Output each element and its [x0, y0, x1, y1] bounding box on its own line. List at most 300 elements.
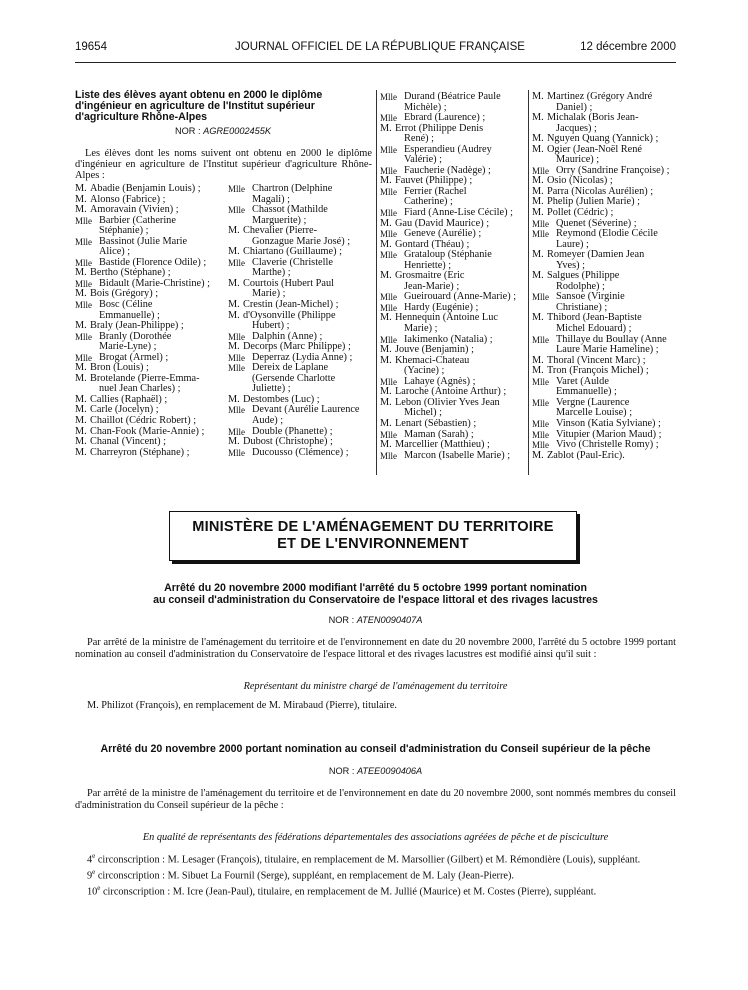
- arrete-1-title-line-2: au conseil d'administration du Conservatoire de l'espace littoral et des rivages lacustres: [153, 593, 598, 606]
- column-separator: [528, 90, 529, 475]
- name-line: Chanal (Vincent) ;: [90, 436, 167, 448]
- name-entry: [380, 92, 523, 113]
- civility-title: M.: [532, 133, 544, 145]
- name-line: Pollet (Cédric) ;: [547, 207, 614, 219]
- name-line: Aude) ;: [252, 415, 284, 427]
- name-line: Deperraz (Lydia Anne) ;: [252, 351, 353, 363]
- name-line: (Yacine) ;: [404, 365, 445, 377]
- names-column-2: [228, 184, 374, 458]
- civility-title: M.: [228, 309, 240, 321]
- name-line: Maman (Sarah) ;: [404, 428, 474, 440]
- name-line: Chiartano (Guillaume) ;: [243, 246, 342, 258]
- name-line: Yves) ;: [556, 259, 585, 271]
- nor-label: NOR :: [328, 766, 355, 776]
- circonscription-text: circonscription : M. Sibuet La Fournil (Serge), suppléant, en remplacement de M. Laly (Jean-Pierre).: [95, 870, 514, 882]
- civility-title: Mlle: [380, 450, 397, 461]
- name-line: Ducousso (Clémence) ;: [252, 446, 349, 458]
- ordinal-suffix: e: [92, 852, 96, 860]
- civility-title: M.: [228, 246, 240, 258]
- arrete-2-nor: [75, 766, 676, 776]
- name-entry: [532, 113, 675, 134]
- civility-title: M.: [380, 344, 392, 356]
- civility-title: Mlle: [532, 418, 549, 429]
- page-number: 19654: [75, 41, 107, 53]
- name-entry: [532, 398, 675, 419]
- civility-title: Mlle: [532, 397, 549, 408]
- civility-title: Mlle: [75, 352, 92, 363]
- name-entry: [532, 92, 675, 113]
- civility-title: Mlle: [75, 278, 92, 289]
- name-line: Vinson (Katia Sylviane) ;: [556, 417, 661, 429]
- name-line: Bidault (Marie-Christine) ;: [99, 277, 210, 289]
- name-line: Fauvet (Philippe) ;: [395, 175, 473, 187]
- name-line: Durand (Béatrice Paule: [404, 91, 501, 102]
- ordinal-suffix: e: [92, 867, 96, 876]
- civility-title: M.: [380, 238, 392, 250]
- name-line: Quenet (Séverine) ;: [556, 217, 637, 229]
- name-line: Laure Marie Hameline) ;: [556, 344, 659, 356]
- list-title: Liste des élèves ayant obtenu en 2000 le diplôme d'ingénieur en agriculture de l'Institut supérieur d'agriculture Rhône-Alpes: [75, 89, 323, 123]
- name-entry: [75, 300, 223, 321]
- list-nor: [75, 126, 371, 136]
- name-line: Emmanuelle) ;: [99, 309, 160, 321]
- civility-title: M.: [532, 365, 544, 377]
- civility-title: Mlle: [380, 165, 397, 176]
- civility-title: Mlle: [380, 229, 397, 240]
- name-line: Rodolphe) ;: [556, 280, 605, 292]
- list-intro: Les élèves dont les noms suivent ont obtenu en 2000 le diplôme d'ingénieur en agriculture de l'Institut supérieur d'agriculture Rhône-Alpes :: [75, 148, 372, 181]
- civility-title: M.: [75, 436, 87, 448]
- name-line: Ebrard (Laurence) ;: [404, 112, 486, 124]
- civility-title: M.: [532, 249, 544, 261]
- arrete-2-title: Arrêté du 20 novembre 2000 portant nomination au conseil d'administration du Conseil supérieur de la pêche: [100, 743, 651, 755]
- name-entry: [532, 451, 675, 462]
- civility-title: Mlle: [532, 292, 549, 303]
- civility-title: M.: [75, 362, 87, 374]
- name-entry: [75, 184, 223, 195]
- civility-title: Mlle: [228, 331, 245, 342]
- name-line: Dalphin (Anne) ;: [252, 330, 323, 342]
- name-line: Chevalier (Pierre-: [243, 225, 318, 237]
- name-line: Bois (Grégory) ;: [90, 288, 159, 300]
- name-entry: [380, 451, 523, 462]
- civility-title: M.: [532, 449, 544, 461]
- name-line: (Gersende Charlotte: [252, 372, 336, 384]
- name-line: Bron (Louis) ;: [90, 362, 149, 374]
- name-line: nuel Jean Charles) ;: [99, 383, 181, 395]
- name-entry: [228, 205, 374, 226]
- name-line: Chan-Fook (Marie-Annie) ;: [90, 425, 205, 437]
- name-line: Iakimenko (Natalia) ;: [404, 333, 493, 345]
- name-line: Claverie (Christelle: [252, 256, 333, 268]
- name-line: Marie) ;: [404, 323, 438, 335]
- civility-title: Mlle: [532, 218, 549, 229]
- nor-label: NOR :: [328, 615, 355, 625]
- civility-title: M.: [380, 396, 392, 408]
- circonscription-entry: [87, 867, 682, 882]
- name-line: Grataloup (Stéphanie: [404, 249, 492, 261]
- name-entry: [75, 216, 223, 237]
- name-line: Christiane) ;: [556, 301, 608, 313]
- civility-title: M.: [532, 207, 544, 219]
- name-entry: [532, 292, 675, 313]
- name-entry: [75, 237, 223, 258]
- civility-title: Mlle: [380, 429, 397, 440]
- name-line: Geneve (Aurélie) ;: [404, 228, 482, 240]
- civility-title: Mlle: [228, 205, 245, 216]
- name-line: Daniel) ;: [556, 101, 593, 113]
- name-line: Callies (Raphaël) ;: [90, 393, 168, 405]
- name-entry: [228, 184, 374, 205]
- civility-title: M.: [75, 267, 87, 279]
- name-line: Varet (Aulde: [556, 375, 609, 387]
- name-entry: [75, 374, 223, 395]
- civility-title: Mlle: [380, 376, 397, 387]
- name-line: Dubost (Christophe) ;: [243, 436, 333, 448]
- name-entry: [75, 448, 223, 459]
- civility-title: M.: [532, 112, 544, 124]
- nor-code: ATEE0090406A: [356, 766, 423, 776]
- civility-title: Mlle: [228, 426, 245, 437]
- name-line: Phelip (Julien Marie) ;: [547, 196, 640, 208]
- name-line: Ferrier (Rachel: [404, 185, 467, 197]
- name-entry: [380, 271, 523, 292]
- civility-title: M.: [380, 312, 392, 324]
- civility-title: M.: [228, 225, 240, 237]
- ordinal-suffix: e: [97, 883, 101, 892]
- names-column-4: [532, 92, 675, 461]
- circonscription-number: 4: [87, 854, 93, 866]
- name-line: Brotelande (Pierre-Emma-: [90, 372, 200, 384]
- name-line: Braly (Jean-Philippe) ;: [90, 320, 184, 332]
- name-line: Fiard (Anne-Lise Cécile) ;: [404, 207, 513, 219]
- name-line: Gau (David Maurice) ;: [395, 217, 490, 229]
- name-line: Bassinot (Julie Marie: [99, 235, 188, 247]
- name-line: Lenart (Sébastien) ;: [395, 417, 477, 429]
- name-entry: [228, 279, 374, 300]
- name-line: Branly (Dorothée: [99, 330, 172, 342]
- civility-title: M.: [75, 288, 87, 300]
- civility-title: Mlle: [380, 144, 397, 155]
- circonscription-entry: [87, 883, 682, 898]
- civility-title: M.: [228, 341, 240, 353]
- arrete-1-body: Par arrêté de la ministre de l'aménagement du territoire et de l'environnement en date du 20 novembre 2000, l'arrêté du 5 octobre 1999 portant nomination au conseil d'administration du Conservatoire de l'espace littoral et des rivages lacustres est modifié ainsi qu'il suit :: [75, 637, 676, 660]
- civility-title: Mlle: [532, 229, 549, 240]
- name-line: Laure) ;: [556, 238, 589, 250]
- name-line: Courtois (Hubert Paul: [243, 277, 334, 289]
- civility-title: M.: [380, 217, 392, 229]
- circonscription-text: circonscription : M. Lesager (François), titulaire, en remplacement de M. Marsollier (Gilbert) et M. Rémondière (Louis), suppléant.: [95, 854, 641, 866]
- name-line: Hubert) ;: [252, 320, 290, 332]
- name-line: Alice) ;: [99, 246, 131, 258]
- name-line: Vitupier (Marion Maud) ;: [556, 428, 662, 440]
- name-line: Charreyron (Stéphane) ;: [90, 446, 190, 458]
- name-line: Juliette) ;: [252, 383, 291, 395]
- civility-title: M.: [380, 175, 392, 187]
- civility-title: M.: [532, 91, 544, 102]
- ministry-heading: [169, 511, 577, 561]
- ministry-line-1: MINISTÈRE DE L'AMÉNAGEMENT DU TERRITOIRE: [192, 519, 554, 535]
- column-separator: [376, 90, 377, 475]
- civility-title: Mlle: [532, 376, 549, 387]
- name-line: Vergne (Laurence: [556, 396, 630, 408]
- name-line: Dereix de Laplane: [252, 362, 329, 374]
- name-line: Thoral (Vincent Marc) ;: [547, 354, 646, 366]
- name-entry: [380, 398, 523, 419]
- name-line: Marthe) ;: [252, 267, 291, 279]
- civility-title: Mlle: [380, 208, 397, 219]
- name-line: Thillaye du Boullay (Anne: [556, 333, 667, 345]
- arrete-1-entry: M. Philizot (François), en remplacement de M. Mirabaud (Pierre), titulaire.: [87, 700, 397, 711]
- ministry-line-2: ET DE L'ENVIRONNEMENT: [277, 536, 469, 552]
- name-line: Martinez (Grégory André: [547, 91, 653, 102]
- arrete-2-body: Par arrêté de la ministre de l'aménagement du territoire et de l'environnement en date du 20 novembre 2000, sont nommés membres du conseil d'administration du Conseil supérieur de la pêche :: [75, 788, 676, 811]
- civility-title: M.: [380, 354, 392, 366]
- name-line: Jouve (Benjamin) ;: [395, 344, 474, 356]
- issue-date: 12 décembre 2000: [580, 41, 676, 53]
- circonscription-entry: [87, 851, 682, 866]
- name-line: Carle (Jocelyn) ;: [90, 404, 159, 416]
- civility-title: Mlle: [75, 257, 92, 268]
- name-entry: [75, 416, 223, 427]
- civility-title: M.: [75, 425, 87, 437]
- name-line: Magali) ;: [252, 193, 291, 205]
- name-line: Destombes (Luc) ;: [243, 393, 320, 405]
- name-line: Valérie) ;: [404, 154, 443, 166]
- name-line: Brogat (Armel) ;: [99, 351, 169, 363]
- arrete-1-nor: [75, 615, 676, 625]
- civility-title: M.: [380, 386, 392, 398]
- name-line: Marcellier (Matthieu) ;: [395, 439, 490, 451]
- civility-title: M.: [532, 143, 544, 155]
- name-line: Tron (François Michel) ;: [547, 365, 649, 377]
- civility-title: Mlle: [380, 250, 397, 261]
- name-line: Chartron (Delphine: [252, 183, 333, 194]
- name-entry: [380, 145, 523, 166]
- name-line: René) ;: [404, 133, 435, 145]
- name-line: Catherine) ;: [404, 196, 453, 208]
- name-entry: [380, 440, 523, 451]
- civility-title: M.: [380, 122, 392, 134]
- name-line: Michèle) ;: [404, 101, 447, 113]
- civility-title: M.: [532, 312, 544, 324]
- name-line: Henriette) ;: [404, 259, 452, 271]
- civility-title: Mlle: [532, 429, 549, 440]
- civility-title: M.: [75, 393, 87, 405]
- name-line: Marie-Lyne) ;: [99, 341, 157, 353]
- nor-label: NOR :: [174, 126, 201, 136]
- name-line: Lahaye (Agnès) ;: [404, 375, 476, 387]
- name-line: Emmanuelle) ;: [556, 386, 617, 398]
- name-entry: [380, 419, 523, 430]
- name-line: Crestin (Jean-Michel) ;: [243, 299, 339, 311]
- name-line: Ogier (Jean-Noël René: [547, 143, 642, 155]
- name-line: Jean-Marie) ;: [404, 280, 460, 292]
- civility-title: M.: [75, 404, 87, 416]
- civility-title: M.: [75, 204, 87, 216]
- civility-title: Mlle: [532, 165, 549, 176]
- name-line: Bertho (Stéphane) ;: [90, 267, 171, 279]
- civility-title: Mlle: [75, 331, 92, 342]
- name-line: Sansoe (Virginie: [556, 291, 625, 303]
- civility-title: M.: [532, 354, 544, 366]
- name-entry: [532, 419, 675, 430]
- civility-title: Mlle: [380, 334, 397, 345]
- name-line: Errot (Philippe Denis: [395, 122, 484, 134]
- name-line: Marcelle Louise) ;: [556, 407, 633, 419]
- name-entry: [380, 208, 523, 219]
- header-rule: [75, 62, 676, 63]
- civility-title: Mlle: [380, 113, 397, 124]
- civility-title: M.: [75, 193, 87, 205]
- name-entry: [532, 440, 675, 451]
- name-line: Bastide (Florence Odile) ;: [99, 256, 207, 268]
- name-entry: [228, 405, 374, 426]
- name-line: Michel Edouard) ;: [556, 323, 632, 335]
- civility-title: M.: [75, 446, 87, 458]
- names-column-1: [75, 184, 223, 458]
- name-line: Gontard (Théau) ;: [395, 238, 470, 250]
- name-line: Devant (Aurélie Laurence: [252, 404, 360, 416]
- civility-title: Mlle: [228, 184, 245, 194]
- civility-title: M.: [75, 415, 87, 427]
- name-entry: [380, 313, 523, 334]
- name-entry: [75, 332, 223, 353]
- civility-title: Mlle: [380, 186, 397, 197]
- civility-title: Mlle: [228, 363, 245, 374]
- civility-title: Mlle: [532, 334, 549, 345]
- civility-title: M.: [228, 436, 240, 448]
- name-line: Double (Phanette) ;: [252, 425, 333, 437]
- civility-title: Mlle: [75, 236, 92, 247]
- name-line: Marguerite) ;: [252, 214, 307, 226]
- name-entry: [532, 229, 675, 250]
- name-line: Reymond (Elodie Cécile: [556, 228, 658, 240]
- civility-title: Mlle: [228, 405, 245, 416]
- civility-title: Mlle: [228, 257, 245, 268]
- name-line: Lebon (Olivier Yves Jean: [395, 396, 500, 408]
- name-line: Parra (Nicolas Aurélien) ;: [547, 185, 654, 197]
- name-entry: [228, 448, 374, 459]
- civility-title: M.: [380, 417, 392, 429]
- name-line: Esperandieu (Audrey: [404, 143, 492, 155]
- name-entry: [532, 377, 675, 398]
- nor-code: ATEN0090407A: [356, 615, 423, 625]
- name-entry: [532, 208, 675, 219]
- name-entry: [532, 313, 675, 334]
- name-line: d'Oysonville (Philippe: [243, 309, 336, 321]
- name-entry: [228, 363, 374, 395]
- name-line: Michalak (Boris Jean-: [547, 112, 639, 124]
- name-line: Bosc (Céline: [99, 299, 153, 311]
- civility-title: M.: [380, 270, 392, 282]
- name-line: Khemaci-Chateau: [395, 354, 470, 366]
- civility-title: M.: [380, 439, 392, 451]
- nor-code: AGRE0002455K: [203, 126, 272, 136]
- name-entry: [380, 187, 523, 208]
- civility-title: M.: [532, 196, 544, 208]
- civility-title: M.: [532, 270, 544, 282]
- civility-title: M.: [75, 183, 87, 194]
- civility-title: M.: [532, 185, 544, 197]
- name-line: Stéphanie) ;: [99, 225, 149, 237]
- name-line: Alonso (Fabrice) ;: [90, 193, 166, 205]
- names-column-3: [380, 92, 523, 461]
- name-entry: [532, 145, 675, 166]
- civility-title: Mlle: [228, 352, 245, 363]
- name-entry: [380, 124, 523, 145]
- name-entry: [228, 311, 374, 332]
- arrete-1-title: [75, 583, 676, 606]
- name-line: Vivo (Christelle Romy) ;: [556, 439, 659, 451]
- civility-title: Mlle: [380, 302, 397, 313]
- name-entry: [532, 335, 675, 356]
- name-line: Hennequin (Antoine Luc: [395, 312, 498, 324]
- name-line: Abadie (Benjamin Louis) ;: [90, 183, 201, 194]
- civility-title: M.: [228, 299, 240, 311]
- name-entry: [228, 300, 374, 311]
- name-entry: [228, 258, 374, 279]
- civility-title: M.: [228, 393, 240, 405]
- circonscription-number: 10: [87, 886, 98, 898]
- arrete-2-subheading: En qualité de représentants des fédérations départementales des associations agréées de pêche et de pisciculture: [142, 832, 609, 843]
- name-line: Barbier (Catherine: [99, 214, 176, 226]
- civility-title: Mlle: [380, 92, 397, 102]
- arrete-2-entries: [87, 851, 682, 899]
- name-line: Osio (Nicolas) ;: [547, 175, 613, 187]
- name-line: Thibord (Jean-Baptiste: [547, 312, 642, 324]
- name-line: Marie) ;: [252, 288, 286, 300]
- civility-title: Mlle: [75, 215, 92, 226]
- name-line: Orry (Sandrine Françoise) ;: [556, 164, 670, 176]
- civility-title: M.: [228, 277, 240, 289]
- civility-title: M.: [75, 372, 87, 384]
- name-line: Amoravain (Vivien) ;: [90, 204, 179, 216]
- journal-title: JOURNAL OFFICIEL DE LA RÉPUBLIQUE FRANÇAISE: [235, 41, 525, 53]
- arrete-1-subheading: Représentant du ministre chargé de l'aménagement du territoire: [243, 681, 508, 692]
- name-line: Zablot (Paul-Eric).: [547, 449, 625, 461]
- name-line: Hardy (Eugénie) ;: [404, 301, 479, 313]
- name-line: Nguyen Quang (Yannick) ;: [547, 133, 659, 145]
- civility-title: Mlle: [228, 447, 245, 458]
- name-line: Grosmaitre (Eric: [395, 270, 465, 282]
- name-line: Gonzague Marie José) ;: [252, 235, 351, 247]
- name-entry: [532, 271, 675, 292]
- civility-title: Mlle: [75, 300, 92, 311]
- name-line: Gueirouard (Anne-Marie) ;: [404, 291, 517, 303]
- name-line: Romeyer (Damien Jean: [547, 249, 645, 261]
- name-line: Jacques) ;: [556, 122, 597, 134]
- name-line: Chassot (Mathilde: [252, 204, 328, 216]
- name-entry: [380, 250, 523, 271]
- civility-title: M.: [532, 175, 544, 187]
- name-entry: [532, 250, 675, 271]
- name-line: Chaillot (Cédric Robert) ;: [90, 415, 197, 427]
- name-line: Marcon (Isabelle Marie) ;: [404, 449, 511, 461]
- civility-title: Mlle: [532, 440, 549, 451]
- name-line: Decorps (Marc Philippe) ;: [243, 341, 351, 353]
- civility-title: Mlle: [380, 292, 397, 303]
- name-line: Maurice) ;: [556, 154, 600, 166]
- arrete-1-title-line-1: Arrêté du 20 novembre 2000 modifiant l'arrêté du 5 octobre 1999 portant nomination: [164, 582, 587, 594]
- name-line: Salgues (Philippe: [547, 270, 620, 282]
- name-line: Faucherie (Nadège) ;: [404, 164, 491, 176]
- name-entry: [228, 226, 374, 247]
- circonscription-text: circonscription : M. Icre (Jean-Paul), titulaire, en remplacement de M. Jullié (Maurice) et M. Costes (Pierre), suppléant.: [100, 886, 597, 898]
- circonscription-number: 9: [87, 870, 93, 882]
- name-entry: [380, 356, 523, 377]
- name-line: Laroche (Antoine Arthur) ;: [395, 386, 507, 398]
